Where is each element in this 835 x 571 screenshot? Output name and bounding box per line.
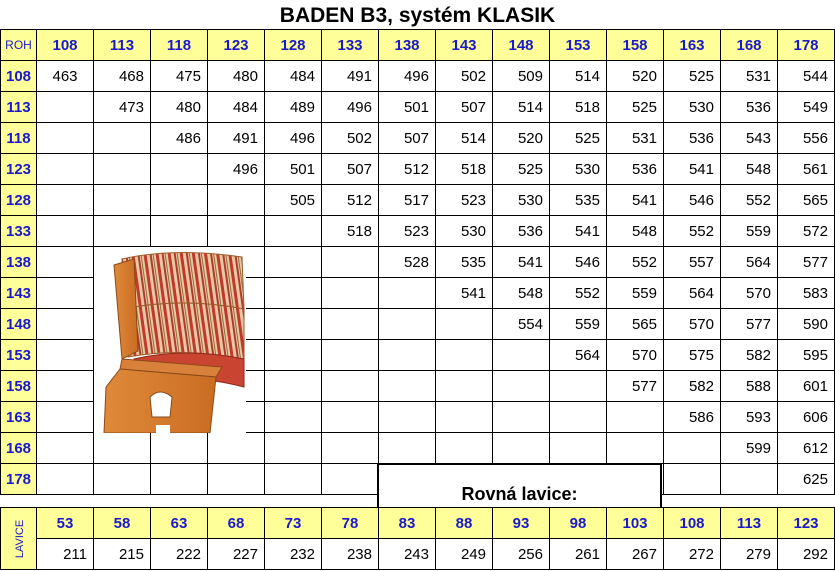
price-cell: 501 [379,92,436,123]
price-cell: 582 [721,340,778,371]
price-cell: 554 [493,309,550,340]
bench-size-cell: 93 [493,508,550,539]
price-cell: 531 [607,123,664,154]
price-cell: 577 [721,309,778,340]
price-cell: 536 [664,123,721,154]
price-cell: 535 [436,247,493,278]
price-cell: 507 [379,123,436,154]
price-cell: 583 [778,278,835,309]
price-cell [208,433,265,464]
price-cell: 468 [94,61,151,92]
price-cell [94,185,151,216]
row-header: 123 [1,154,37,185]
bench-price-cell: 292 [778,539,835,570]
column-header: 158 [607,30,664,61]
header-row [1,30,835,61]
column-header: 113 [94,30,151,61]
price-cell: 501 [265,154,322,185]
price-cell: 530 [493,185,550,216]
table-row [1,433,835,464]
bench-illustration [94,247,246,433]
price-cell: 541 [664,154,721,185]
price-cell: 507 [322,154,379,185]
price-cell [493,402,550,433]
price-cell: 489 [265,92,322,123]
straight-bench-table [0,507,835,570]
price-cell: 520 [493,123,550,154]
price-cell [265,278,322,309]
price-cell: 564 [664,278,721,309]
price-cell: 525 [607,92,664,123]
bench-price-cell: 279 [721,539,778,570]
price-cell: 505 [265,185,322,216]
price-cell [37,433,94,464]
price-cell [94,433,151,464]
price-cell: 546 [550,247,607,278]
bench-price-cell: 215 [94,539,151,570]
price-cell: 541 [550,216,607,247]
price-cell: 565 [607,309,664,340]
column-header: 108 [37,30,94,61]
price-cell: 590 [778,309,835,340]
table-row [1,185,835,216]
price-cell [493,433,550,464]
price-cell [37,309,94,340]
price-cell: 517 [379,185,436,216]
price-cell [37,464,94,495]
price-cell [379,433,436,464]
column-header: 163 [664,30,721,61]
bench-size-cell: 123 [778,508,835,539]
price-cell: 559 [721,216,778,247]
price-cell: 577 [778,247,835,278]
column-header: 133 [322,30,379,61]
bench-row-label: LAVICE [1,508,37,570]
price-cell [265,371,322,402]
bench-price-cell: 249 [436,539,493,570]
price-cell: 531 [721,61,778,92]
price-cell: 552 [664,216,721,247]
price-cell [664,433,721,464]
price-cell [322,340,379,371]
price-cell: 552 [607,247,664,278]
price-cell: 518 [322,216,379,247]
price-cell [37,402,94,433]
price-cell: 565 [778,185,835,216]
corner-label: ROH [1,30,37,61]
price-cell: 544 [778,61,835,92]
price-cell: 480 [151,92,208,123]
price-cell [208,464,265,495]
price-cell: 491 [322,61,379,92]
price-cell: 546 [664,185,721,216]
row-header: 113 [1,92,37,123]
price-cell: 525 [664,61,721,92]
price-cell: 559 [550,309,607,340]
table-row [1,61,835,92]
bench-size-cell: 113 [721,508,778,539]
price-cell [265,340,322,371]
price-cell: 570 [607,340,664,371]
price-cell [550,371,607,402]
price-cell [379,309,436,340]
price-cell: 543 [721,123,778,154]
column-header: 153 [550,30,607,61]
bench-price-cell: 261 [550,539,607,570]
price-cell [550,433,607,464]
price-cell: 599 [721,433,778,464]
price-cell [151,433,208,464]
price-cell: 577 [607,371,664,402]
bench-price-cell: 227 [208,539,265,570]
price-cell: 595 [778,340,835,371]
row-header: 163 [1,402,37,433]
price-cell: 548 [607,216,664,247]
column-header: 128 [265,30,322,61]
price-cell: 514 [550,61,607,92]
price-cell: 541 [436,278,493,309]
price-cell [265,464,322,495]
row-header: 153 [1,340,37,371]
price-cell: 484 [265,61,322,92]
price-cell [436,402,493,433]
table-row [1,154,835,185]
price-cell: 535 [550,185,607,216]
price-cell [94,123,151,154]
price-cell: 536 [607,154,664,185]
price-cell: 512 [322,185,379,216]
row-header: 178 [1,464,37,495]
price-cell: 612 [778,433,835,464]
row-header: 128 [1,185,37,216]
price-cell [208,216,265,247]
price-cell: 552 [550,278,607,309]
price-cell [322,278,379,309]
bench-price-cell: 232 [265,539,322,570]
price-cell: 601 [778,371,835,402]
bench-size-row [1,508,835,539]
price-cell: 559 [607,278,664,309]
price-cell [436,340,493,371]
bench-size-cell: 68 [208,508,265,539]
price-cell [37,216,94,247]
price-cell: 463 [37,61,94,92]
table-row [1,123,835,154]
price-cell: 509 [493,61,550,92]
price-cell [265,247,322,278]
price-cell [37,340,94,371]
row-header: 148 [1,309,37,340]
bench-size-cell: 88 [436,508,493,539]
price-cell [265,216,322,247]
price-cell [37,185,94,216]
price-cell: 575 [664,340,721,371]
price-cell: 570 [664,309,721,340]
price-cell: 549 [778,92,835,123]
row-header: 168 [1,433,37,464]
bench-price-cell: 238 [322,539,379,570]
row-header: 133 [1,216,37,247]
straight-bench-caption-box [377,463,662,507]
page-title: BADEN B3, systém KLASIK [279,4,556,27]
bench-price-cell: 222 [151,539,208,570]
price-cell: 486 [151,123,208,154]
column-header: 123 [208,30,265,61]
price-cell [265,309,322,340]
column-header: 148 [493,30,550,61]
price-cell: 548 [721,154,778,185]
price-cell: 475 [151,61,208,92]
straight-bench-title: Rovná lavice: [461,484,578,504]
price-cell [94,154,151,185]
price-cell: 586 [664,402,721,433]
bench-size-cell: 73 [265,508,322,539]
price-cell [607,402,664,433]
price-cell: 473 [94,92,151,123]
price-cell: 502 [436,61,493,92]
bench-price-cell: 272 [664,539,721,570]
column-header: 138 [379,30,436,61]
price-cell: 528 [379,247,436,278]
column-header: 118 [151,30,208,61]
price-cell [607,433,664,464]
price-cell: 496 [379,61,436,92]
row-header: 108 [1,61,37,92]
price-cell: 496 [265,123,322,154]
price-cell: 491 [208,123,265,154]
price-cell: 570 [721,278,778,309]
price-cell [379,340,436,371]
price-cell [37,154,94,185]
bench-price-cell: 256 [493,539,550,570]
bench-size-cell: 98 [550,508,607,539]
price-cell: 530 [550,154,607,185]
bench-size-cell: 58 [94,508,151,539]
price-cell: 514 [436,123,493,154]
price-cell: 525 [550,123,607,154]
price-cell [265,402,322,433]
price-cell [436,371,493,402]
price-cell: 518 [550,92,607,123]
price-cell: 502 [322,123,379,154]
price-cell: 525 [493,154,550,185]
bench-price-cell: 243 [379,539,436,570]
price-cell: 541 [607,185,664,216]
price-cell [265,433,322,464]
price-cell [37,92,94,123]
price-cell: 572 [778,216,835,247]
price-cell [379,278,436,309]
price-cell: 625 [778,464,835,495]
bench-size-cell: 78 [322,508,379,539]
column-header: 178 [778,30,835,61]
price-cell [436,433,493,464]
price-cell [151,154,208,185]
price-cell [322,433,379,464]
price-cell [151,464,208,495]
price-cell [322,247,379,278]
price-cell [322,371,379,402]
bench-price-cell: 267 [607,539,664,570]
price-cell: 536 [493,216,550,247]
price-cell [379,402,436,433]
price-cell: 523 [436,185,493,216]
table-row [1,216,835,247]
price-cell: 561 [778,154,835,185]
bench-size-cell: 63 [151,508,208,539]
price-cell: 520 [607,61,664,92]
price-cell [151,216,208,247]
price-cell [94,216,151,247]
price-cell [94,464,151,495]
price-cell [37,123,94,154]
price-cell: 530 [436,216,493,247]
price-cell [322,464,379,495]
price-cell: 514 [493,92,550,123]
bench-price-row [1,539,835,570]
row-header: 158 [1,371,37,402]
corner-bench-image [94,247,246,433]
price-cell: 548 [493,278,550,309]
column-header: 143 [436,30,493,61]
price-cell: 556 [778,123,835,154]
price-cell: 480 [208,61,265,92]
row-header: 143 [1,278,37,309]
price-cell [436,309,493,340]
price-cell: 496 [208,154,265,185]
price-cell [493,340,550,371]
price-cell: 496 [322,92,379,123]
price-cell [37,371,94,402]
column-header: 168 [721,30,778,61]
bench-size-cell: 83 [379,508,436,539]
row-header: 118 [1,123,37,154]
price-cell: 564 [721,247,778,278]
price-cell: 541 [493,247,550,278]
price-cell: 557 [664,247,721,278]
price-cell [208,185,265,216]
price-cell [550,402,607,433]
bench-price-cell: 211 [37,539,94,570]
bench-size-cell: 103 [607,508,664,539]
price-cell: 588 [721,371,778,402]
price-cell: 507 [436,92,493,123]
price-cell: 582 [664,371,721,402]
price-cell [664,464,721,495]
price-cell: 518 [436,154,493,185]
price-cell: 564 [550,340,607,371]
price-cell [493,371,550,402]
price-cell: 552 [721,185,778,216]
price-cell [322,402,379,433]
price-cell: 523 [379,216,436,247]
price-cell [151,185,208,216]
row-header: 138 [1,247,37,278]
price-cell [721,464,778,495]
price-cell [37,247,94,278]
price-cell [379,371,436,402]
price-cell [322,309,379,340]
bench-size-cell: 108 [664,508,721,539]
price-cell: 530 [664,92,721,123]
price-cell: 606 [778,402,835,433]
table-row [1,92,835,123]
price-cell: 512 [379,154,436,185]
price-cell: 484 [208,92,265,123]
bench-size-cell: 53 [37,508,94,539]
price-cell [37,278,94,309]
price-cell: 536 [721,92,778,123]
price-cell: 593 [721,402,778,433]
